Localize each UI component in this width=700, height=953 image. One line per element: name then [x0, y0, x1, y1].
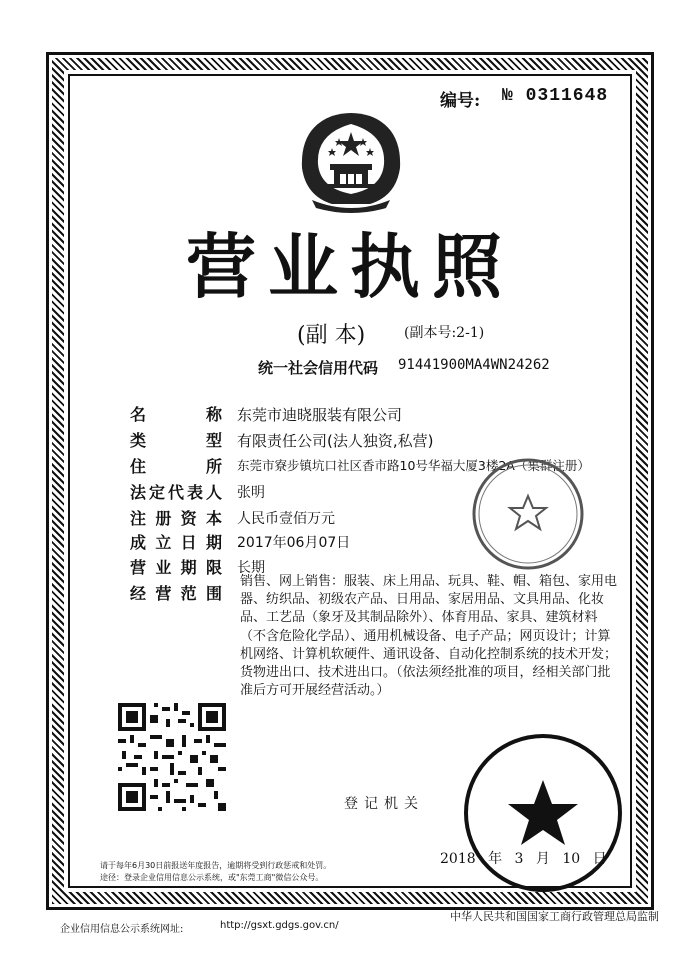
national-emblem-icon — [292, 108, 410, 216]
field-label-address: 住所 — [130, 457, 222, 476]
field-label-founded: 成立日期 — [130, 533, 222, 552]
serial-label: 编号: — [440, 91, 481, 111]
official-seal-stamp — [462, 732, 624, 894]
field-label-type: 类型 — [130, 431, 222, 450]
field-label-legal-rep: 法定代表人 — [130, 483, 222, 502]
field-label-scope: 经营范围 — [130, 584, 222, 603]
notice-line: 途径：登录企业信用信息公示系统，或"东莞工商"微信公众号。 — [100, 873, 324, 882]
field-value-legal-rep: 张明 — [237, 485, 265, 501]
field-value-type: 有限责任公司(法人独资,私营) — [237, 432, 434, 450]
field-value-capital: 人民币壹佰万元 — [237, 511, 335, 527]
credit-code-value: 91441900MA4WN24262 — [398, 357, 550, 373]
footer-url: http://gsxt.gdgs.gov.cn/ — [220, 920, 339, 931]
field-value-address: 东莞市寮步镇坑口社区香市路10号华福大厦3楼2A（集群注册） — [237, 458, 590, 473]
credit-code-label: 统一社会信用代码 — [258, 359, 379, 377]
field-label-name: 名称 — [130, 405, 222, 424]
document-title: 营业执照 — [186, 226, 514, 308]
qr-code — [118, 703, 226, 811]
field-label-term: 营业期限 — [130, 558, 222, 577]
field-value-founded: 2017年06月07日 — [237, 535, 351, 551]
field-value-name: 东莞市迪晓服装有限公司 — [237, 406, 403, 424]
notice-line: 请于每年6月30日前报送年度报告，逾期将受到行政惩戒和处罚。 — [100, 861, 332, 870]
field-value-scope: 销售、网上销售：服装、床上用品、玩具、鞋、帽、箱包、家用电器、纺织品、初级农产品、日用品、家居用品、文具用品、化妆品、工艺品（象牙及其制品除外）、体育用品、家具、建筑材料（不含危险化学品）、通用机械设备、电子产品；网页设计；计算机网络、计算机软硬件、通讯设备、自动化控制系统的技术开发；货物进出口、技术进出口。（依法须经批准的项目，经相关部门批准后方可开展经营活动。） — [240, 574, 618, 699]
registry-authority-label: 登记机关 — [344, 796, 424, 812]
red-seal-stamp — [460, 452, 630, 572]
issue-date: 2018 年 3 月 10 日 — [440, 851, 607, 867]
copy-number: (副本号:2-1) — [404, 325, 485, 341]
annual-report-notice — [100, 860, 460, 884]
field-label-capital: 注册资本 — [130, 509, 222, 528]
footer-issuer: 中华人民共和国国家工商行政管理总局监制 — [450, 910, 659, 923]
field-value-term: 长期 — [237, 560, 265, 576]
footer-system-label: 企业信用信息公示系统网址: — [60, 924, 184, 935]
copy-label: (副 本) — [297, 323, 366, 348]
serial-number: № 0311648 — [502, 86, 609, 106]
